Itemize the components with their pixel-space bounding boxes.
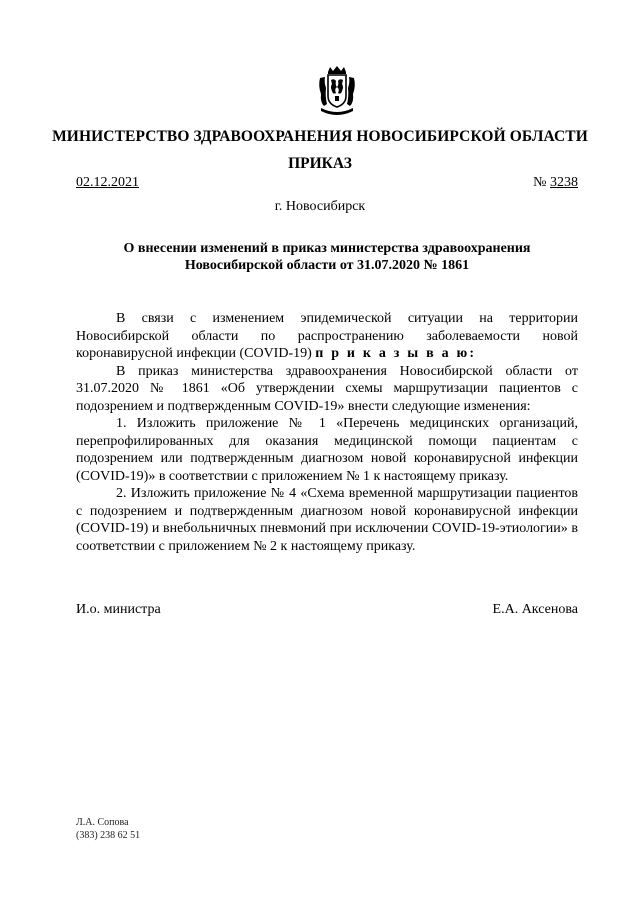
city-name: г. Новосибирск	[274, 199, 366, 214]
coat-of-arms-icon	[317, 66, 357, 118]
order-date: 02.12.2021	[76, 175, 139, 190]
ministry-name: МИНИСТЕРСТВО ЗДРАВООХРАНЕНИЯ НОВОСИБИРСКОЙ ОБЛАСТИ	[52, 128, 588, 145]
order-directive: п р и к а з ы в а ю:	[315, 346, 477, 361]
executor-phone: (383) 238 62 51	[76, 830, 141, 841]
signatory-name: Е.А. Аксенова	[492, 602, 578, 617]
paragraph-item-1: 1. Изложить приложение № 1 «Перечень медицинских организаций, перепрофилированных для оказания медицинской помощи пациентам с подозрением или подтвержденным диагнозом новой коронавирусной инфекции (COVID-19)» в соответствии с приложением № 1 к настоящему приказу.	[76, 416, 578, 484]
paragraph-main: В приказ министерства здравоохранения Новосибирской области от 31.07.2020 № 1861 «Об утверждении схемы маршрутизации пациентов с подозрением и подтвержденным COVID-19» внести следующие изменения:	[76, 363, 578, 414]
order-number-prefix: №	[533, 175, 550, 190]
order-number-value: 3238	[550, 175, 578, 190]
signatory-position: И.о. министра	[76, 602, 161, 617]
order-subject	[76, 240, 578, 274]
preamble-text: В связи с изменением эпидемической ситуации на территории Новосибирской области по распространению заболеваемости новой коронавирусной инфекции (COVID-19)	[76, 311, 578, 361]
document-type-title: ПРИКАЗ	[288, 155, 352, 172]
executor-info	[76, 816, 140, 842]
subject-line: Новосибирской области от 31.07.2020 № 1861	[184, 258, 470, 273]
subject-line: О внесении изменений в приказ министерства здравоохранения	[123, 241, 531, 256]
order-number	[533, 175, 578, 191]
paragraph-item-2: 2. Изложить приложение № 4 «Схема временной маршрутизации пациентов с подозрением и подтвержденным диагнозом новой коронавирусной инфекции (COVID-19) и внебольничных пневмоний при исключении COVID-19-этиологии» в соответствии с приложением № 2 к настоящему приказу.	[76, 486, 578, 554]
order-body	[76, 310, 578, 555]
executor-name: Л.А. Сопова	[76, 817, 129, 828]
paragraph-preamble	[76, 310, 578, 363]
